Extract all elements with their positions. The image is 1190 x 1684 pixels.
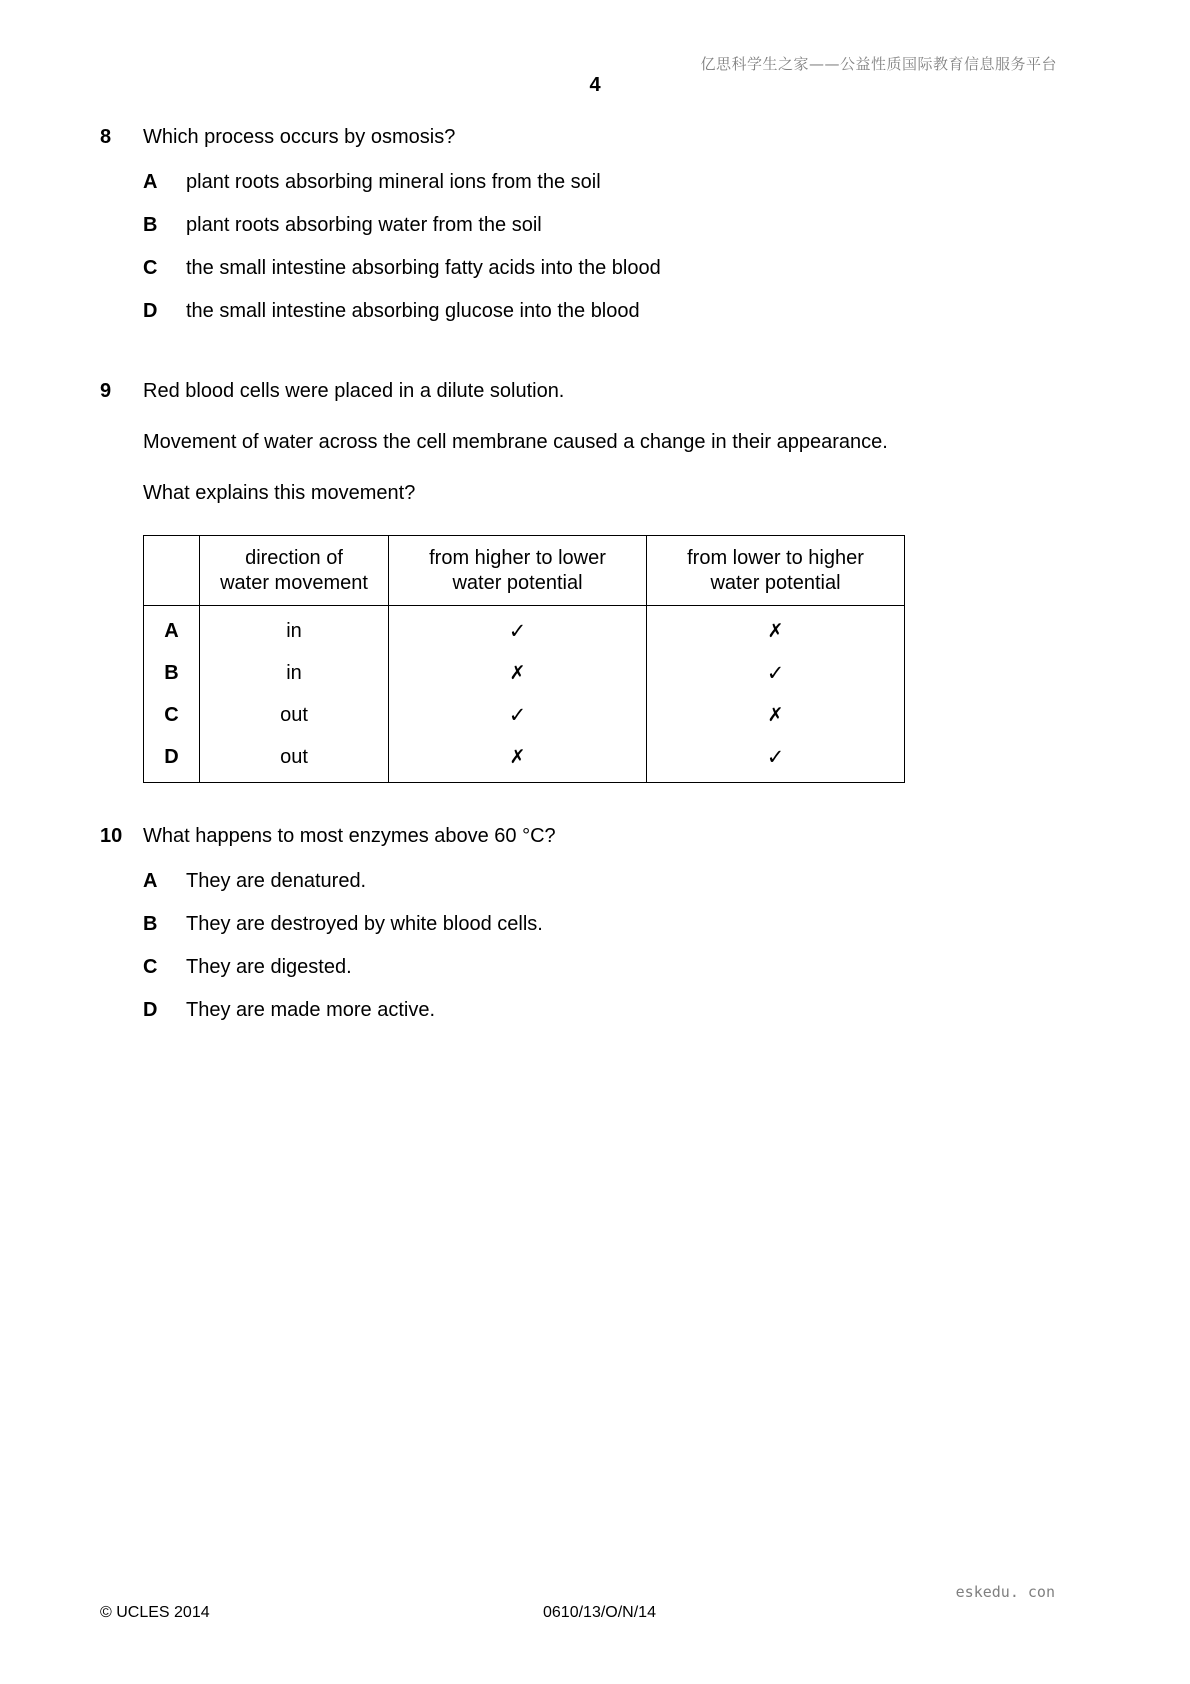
footer-watermark: eskedu. con <box>955 1583 1055 1601</box>
header-line: water potential <box>710 571 841 594</box>
row-letter: A <box>144 606 200 653</box>
check-mark-icon: ✓ <box>389 694 647 736</box>
table-header-lower-to-higher <box>647 536 905 606</box>
option-letter: B <box>143 913 158 935</box>
table-header-direction <box>200 536 389 606</box>
option-text: plant roots absorbing mineral ions from the soil <box>186 171 601 193</box>
table-header-row <box>144 536 905 606</box>
table-header-empty <box>144 536 200 606</box>
table-row <box>144 736 905 783</box>
option-letter: D <box>143 999 158 1021</box>
question-text: Red blood cells were placed in a dilute solution. <box>143 380 565 402</box>
cross-mark-icon: ✗ <box>389 736 647 783</box>
option-letter: D <box>143 300 158 322</box>
option-letter: A <box>143 870 158 892</box>
check-mark-icon: ✓ <box>647 652 905 694</box>
option-text: They are denatured. <box>186 870 367 892</box>
footer-copyright: © UCLES 2014 <box>100 1604 210 1621</box>
footer-paper-code: 0610/13/O/N/14 <box>543 1604 656 1621</box>
header-line: direction of <box>245 546 343 569</box>
row-direction: out <box>200 736 389 783</box>
question-paragraph: Movement of water across the cell membrane caused a change in their appearance. <box>143 431 888 453</box>
option-text: the small intestine absorbing fatty acids into the blood <box>186 257 661 279</box>
check-mark-icon: ✓ <box>389 606 647 653</box>
option-letter: C <box>143 956 158 978</box>
question-number: 10 <box>100 825 123 847</box>
row-letter: B <box>144 652 200 694</box>
question-number: 9 <box>100 380 112 402</box>
page-number: 4 <box>589 74 601 96</box>
question-text: What happens to most enzymes above 60 °C? <box>143 825 556 847</box>
answer-table <box>143 535 905 783</box>
row-letter: C <box>144 694 200 736</box>
cross-mark-icon: ✗ <box>647 606 905 653</box>
cross-mark-icon: ✗ <box>647 694 905 736</box>
row-direction: in <box>200 652 389 694</box>
row-letter: D <box>144 736 200 783</box>
option-text: They are destroyed by white blood cells. <box>186 913 543 935</box>
table-row <box>144 652 905 694</box>
option-text: the small intestine absorbing glucose into the blood <box>186 300 640 322</box>
table-header-higher-to-lower <box>389 536 647 606</box>
option-letter: B <box>143 214 158 236</box>
option-text: plant roots absorbing water from the soil <box>186 214 542 236</box>
table-row <box>144 606 905 653</box>
option-text: They are made more active. <box>186 999 435 1021</box>
option-letter: A <box>143 171 158 193</box>
header-line: from higher to lower <box>429 546 606 569</box>
question-text: Which process occurs by osmosis? <box>143 126 456 148</box>
header-watermark: 亿思科学生之家——公益性质国际教育信息服务平台 <box>700 55 1057 73</box>
table-row <box>144 694 905 736</box>
row-direction: out <box>200 694 389 736</box>
header-line: from lower to higher <box>687 546 864 569</box>
option-text: They are digested. <box>186 956 352 978</box>
question-number: 8 <box>100 126 112 148</box>
row-direction: in <box>200 606 389 653</box>
header-line: water potential <box>452 571 583 594</box>
question-paragraph: What explains this movement? <box>143 482 416 504</box>
option-letter: C <box>143 257 158 279</box>
check-mark-icon: ✓ <box>647 736 905 783</box>
cross-mark-icon: ✗ <box>389 652 647 694</box>
header-line: water movement <box>220 571 368 594</box>
